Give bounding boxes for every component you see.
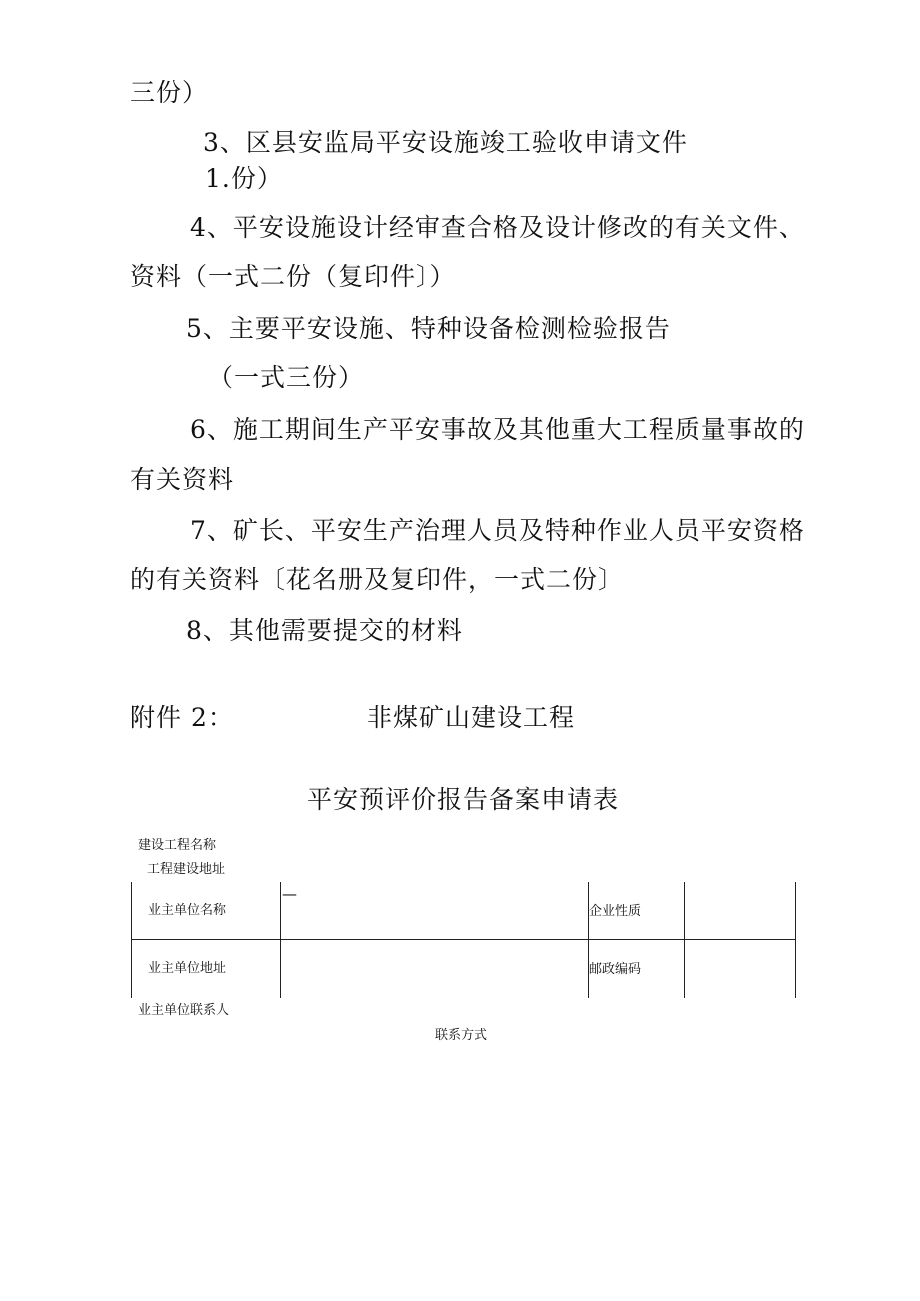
list-item-2-tail: 三份） bbox=[130, 78, 209, 107]
table-divider-1 bbox=[280, 882, 281, 998]
owner-name-label: 业主单位名称 bbox=[148, 903, 227, 918]
list-item-3-line2: 1.份） bbox=[205, 164, 283, 193]
table-divider-2 bbox=[588, 882, 589, 998]
postal-code-label: 邮政编码 bbox=[589, 962, 642, 977]
list-item-5-line2: （一式三份） bbox=[208, 363, 365, 392]
list-item-6-line1: 6、施工期间生产平安事故及其他重大工程质量事故的 bbox=[190, 415, 805, 444]
contact-method-label: 联系方式 bbox=[435, 1028, 488, 1043]
project-address-label: 工程建设地址 bbox=[147, 862, 226, 877]
list-item-7-line2: 的有关资料〔花名册及复印件，一式二份〕 bbox=[130, 565, 625, 594]
list-item-7-line1: 7、矿长、平安生产治理人员及特种作业人员平安资格 bbox=[190, 516, 805, 545]
list-item-6-line2: 有关资料 bbox=[130, 465, 235, 494]
table-row-divider bbox=[131, 939, 796, 940]
attachment-title-line1: 非煤矿山建设工程 bbox=[367, 703, 576, 732]
owner-contact-label: 业主单位联系人 bbox=[138, 1003, 230, 1018]
owner-address-label: 业主单位地址 bbox=[148, 961, 227, 976]
list-item-4-line2: 资料（一式二份（复印件〕） bbox=[130, 262, 456, 291]
list-item-3-line1: 3、区县安监局平安设施竣工验收申请文件 bbox=[203, 128, 688, 157]
table-border-left bbox=[131, 882, 132, 998]
attachment-title-line2: 平安预评价报告备案申请表 bbox=[307, 785, 620, 814]
dash-mark: — bbox=[282, 885, 297, 903]
attachment-label: 附件 2： bbox=[130, 703, 234, 732]
enterprise-nature-label: 企业性质 bbox=[589, 904, 642, 919]
list-item-8: 8、其他需要提交的材料 bbox=[186, 616, 463, 645]
project-name-label: 建设工程名称 bbox=[138, 838, 217, 853]
list-item-5-line1: 5、主要平安设施、特种设备检测检验报告 bbox=[186, 314, 671, 343]
table-divider-3 bbox=[684, 882, 685, 998]
list-item-4-line1: 4、平安设施设计经审查合格及设计修改的有关文件、 bbox=[190, 213, 805, 242]
table-border-right bbox=[795, 882, 796, 998]
